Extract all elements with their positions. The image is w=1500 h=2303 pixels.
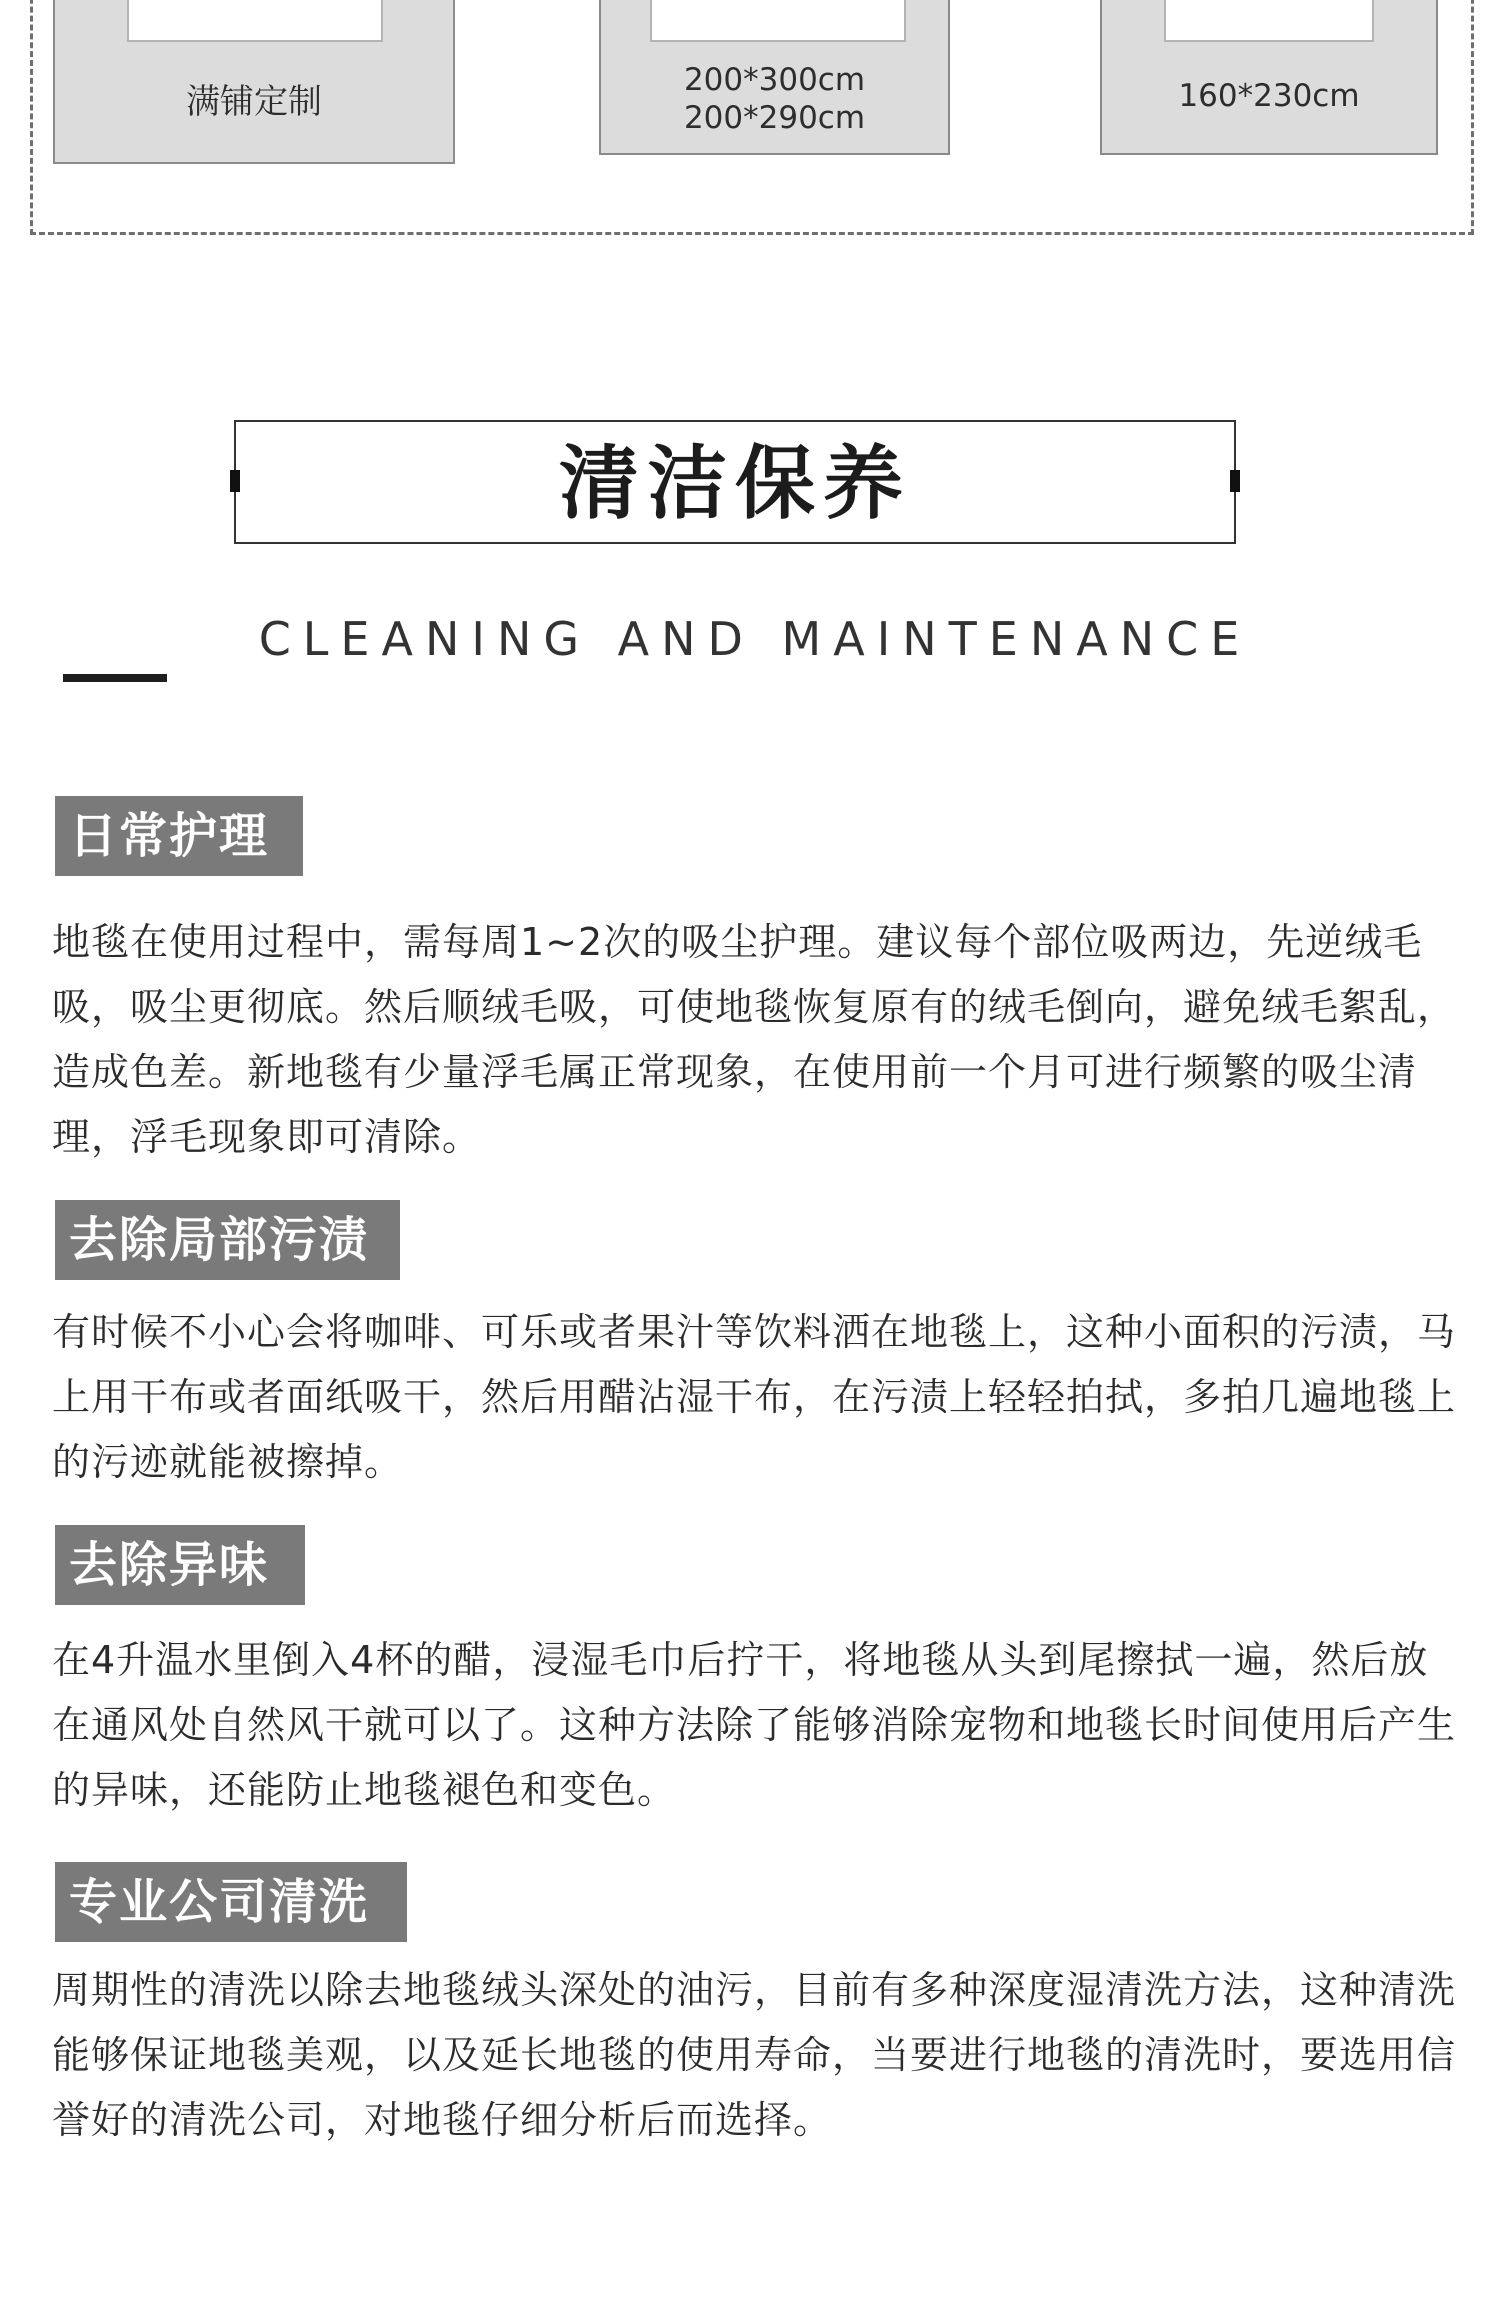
section-text-daily-care: 地毯在使用过程中，需每周1~2次的吸尘护理。建议每个部位吸两边，先逆绒毛吸，吸尘更彻底。然后顺绒毛吸，可使地毯恢复原有的绒毛倒向，避免绒毛絮乱，造成色差。新地毯有少量浮毛属正常现象，在使用前一个月可进行频繁的吸尘清理，浮毛现象即可清除。 [52,920,1457,1159]
section-heading-stain-removal: 去除局部污渍 [55,1200,400,1280]
size-option-200x300[interactable] [599,0,950,155]
rug-outline-icon [127,0,383,42]
page-subtitle: CLEANING AND MAINTENANCE [258,612,1252,666]
size-option-label: 满铺定制 [186,82,322,122]
page-title: 清洁保养 [559,437,911,530]
section-heading-daily-care: 日常护理 [55,796,303,876]
section-text-stain-removal: 有时候不小心会将咖啡、可乐或者果汁等饮料洒在地毯上，这种小面积的污渍，马上用干布或者面纸吸干，然后用醋沾湿干布，在污渍上轻轻拍拭，多拍几遍地毯上的污迹就能被擦掉。 [52,1310,1457,1484]
size-option-label: 200*300cm [683,62,866,98]
size-option-label: 160*230cm [1178,78,1360,114]
rug-outline-icon [650,0,906,42]
size-option-160x230[interactable] [1100,0,1438,155]
section-heading-odor-removal: 去除异味 [55,1525,305,1605]
section-heading-professional-cleaning: 专业公司清洗 [55,1862,407,1942]
size-option-label-secondary: 200*290cm [683,100,866,136]
rug-outline-icon [1164,0,1374,42]
decorative-divider [63,674,167,682]
section-text-professional-cleaning: 周期性的清洗以除去地毯绒头深处的油污，目前有多种深度湿清洗方法，这种清洗能够保证地毯美观，以及延长地毯的使用寿命，当要进行地毯的清洗时，要选用信誉好的清洗公司，对地毯仔细分析后而选择。 [52,1968,1457,2142]
section-title-box [234,420,1236,544]
section-text-odor-removal: 在4升温水里倒入4杯的醋，浸湿毛巾后拧干，将地毯从头到尾擦拭一遍，然后放在通风处自然风干就可以了。这种方法除了能够消除宠物和地毯长时间使用后产生的异味，还能防止地毯褪色和变色。 [52,1638,1457,1812]
size-option-custom[interactable] [53,0,455,164]
